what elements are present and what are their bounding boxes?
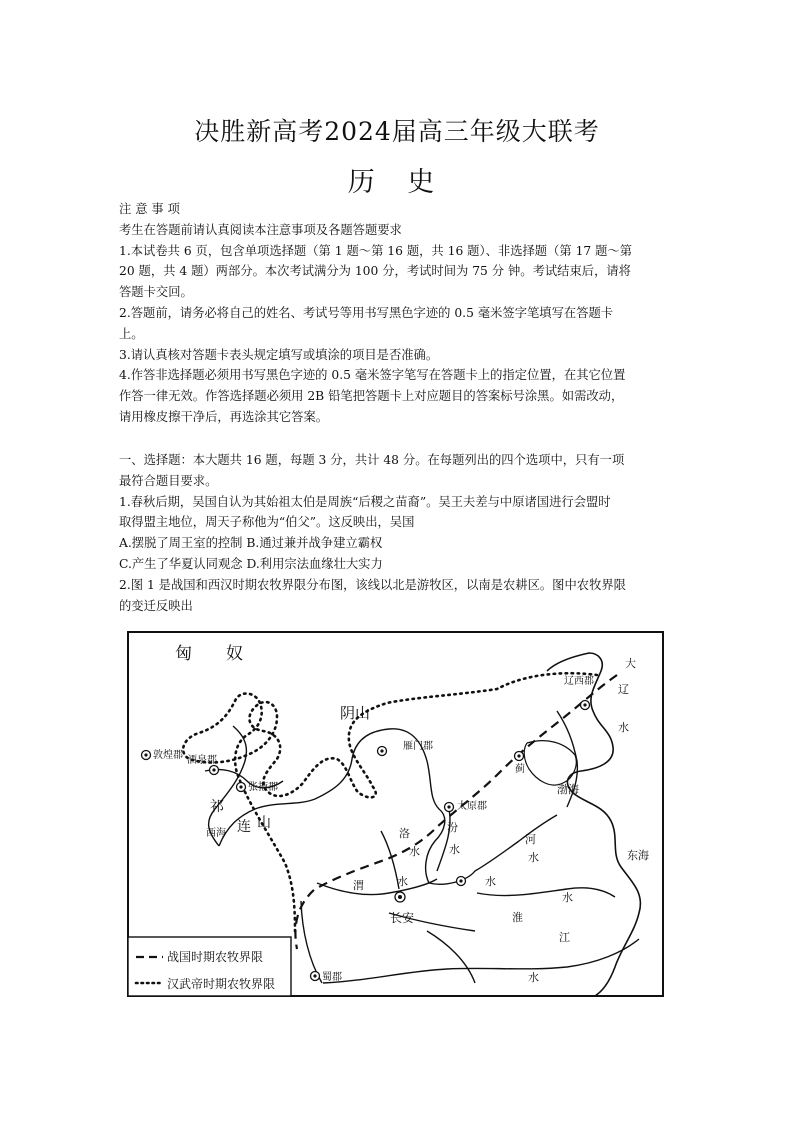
label-luo: 洛 [399,827,410,840]
label-jiang: 江 [559,931,570,944]
notes-item-1a: 1.本试卷共 6 页，包含单项选择题（第 1 题～第 16 题，共 16 题）、非选择题（第 17 题～第 [119,243,633,258]
label-fen-shui: 水 [449,843,460,856]
legend-han-wudi-label: 汉武帝时期农牧界限 [167,977,276,991]
question-1-stem-b: 取得盟主地位，周天子称他为“伯父”。这反映出，吴国 [119,515,415,530]
label-yinshan: 阴山 [340,704,371,722]
question-1-options-ab: A.摆脱了周王室的控制 B.通过兼并战争建立霸权 [119,536,383,551]
label-dunhuang: 敦煌郡 [153,750,183,761]
question-1-options-cd: C.产生了华夏认同观念 D.利用宗法血缘壮大实力 [119,556,383,571]
label-qilian-shan: 山 [257,815,271,831]
label-xihai: 西海 [206,828,226,839]
label-zhangye: 张掖郡 [248,782,278,793]
label-ji: 蓟 [515,764,525,775]
label-he: 河 [525,833,536,846]
label-luo-shui: 水 [409,845,420,858]
notes-item-1b: 20 题，共 4 题）两部分。本次考试满分为 100 分，考试时间为 75 分 钟。考试结束后，请将 [119,264,631,279]
label-liaoxi: 辽西郡 [564,676,594,687]
label-jiuquan: 酒泉郡 [187,755,217,766]
label-he-shui: 水 [528,851,539,864]
map-svg [127,631,664,997]
label-qilian-lian: 连 [237,819,251,835]
section-instruction-a: 一、选择题：本大题共 16 题，每题 3 分，共计 48 分。在每题列出的四个选项中，只有一项 [119,453,625,467]
legend-warring-states-label: 战国时期农牧界限 [167,950,264,964]
notes-item-2a: 2.答题前，请务必将自己的姓名、考试号等用书写黑色字迹的 0.5 毫米签字笔填写在答题卡 [119,305,614,320]
question-2-stem-a: 2.图 1 是战国和西汉时期农牧界限分布图，该线以北是游牧区，以南是农耕区。图中农牧界限 [119,577,626,592]
exam-title: 决胜新高考2024届高三年级大联考 [194,117,600,146]
notes-item-3: 3.请认真核对答题卡表头规定填写或填涂的项目是否准确。 [119,347,439,362]
label-taiyuan: 太原郡 [457,801,487,812]
label-shu: 蜀郡 [322,972,342,983]
notes-item-4b: 作答一律无效。作答选择题必须用 2B 铅笔把答题卡上对应题目的答案标号涂黑。如需改动， [119,389,624,404]
label-bohai: 渤海 [557,783,579,796]
notes-intro: 考生在答题前请认真阅读本注意事项及各题答题要求 [119,222,402,237]
label-jiang-shui: 水 [528,971,539,984]
label-huai: 淮 [512,911,523,924]
label-shui-b: 水 [562,891,573,904]
label-fen: 汾 [447,821,458,834]
notes-item-4c: 请用橡皮擦干净后，再选涂其它答案。 [119,409,329,424]
label-changan: 长安 [390,911,415,925]
label-liaoshui-2: 辽 [618,683,629,696]
label-wei: 渭 [353,879,364,892]
notes-item-2b: 上。 [119,326,144,341]
notes-item-4a: 4.作答非选择题必须用书写黑色字迹的 0.5 毫米签字笔写在答题卡上的指定位置，在其它位置 [119,368,626,383]
map-legend [128,937,291,996]
label-liaoshui-1: 大 [625,657,636,670]
question-1-stem-a: 1.春秋后期，吴国自认为其始祖太伯是周族“后稷之苗裔”。吴王夫差与中原诸国进行会盟时 [119,494,611,509]
notes-item-1c: 答题卡交回。 [119,285,193,300]
label-shui-a: 水 [485,875,496,888]
figure-1-map [127,631,664,997]
section-one [119,450,679,616]
label-donghai: 东海 [627,849,649,862]
label-wei-shui: 水 [397,875,408,888]
label-qilian-qi: 祁 [210,799,224,815]
notes-heading: 注 意 事 项 [119,202,180,216]
label-yanmen: 雁门郡 [403,741,433,752]
exam-notes [119,199,679,428]
question-2-stem-b: 的变迁反映出 [119,598,193,613]
label-xiongnu: 匈 奴 [175,644,243,664]
subject-title: 历 史 [347,167,447,198]
label-liaoshui-3: 水 [618,721,629,734]
section-instruction-b: 最符合题目要求。 [119,473,218,488]
